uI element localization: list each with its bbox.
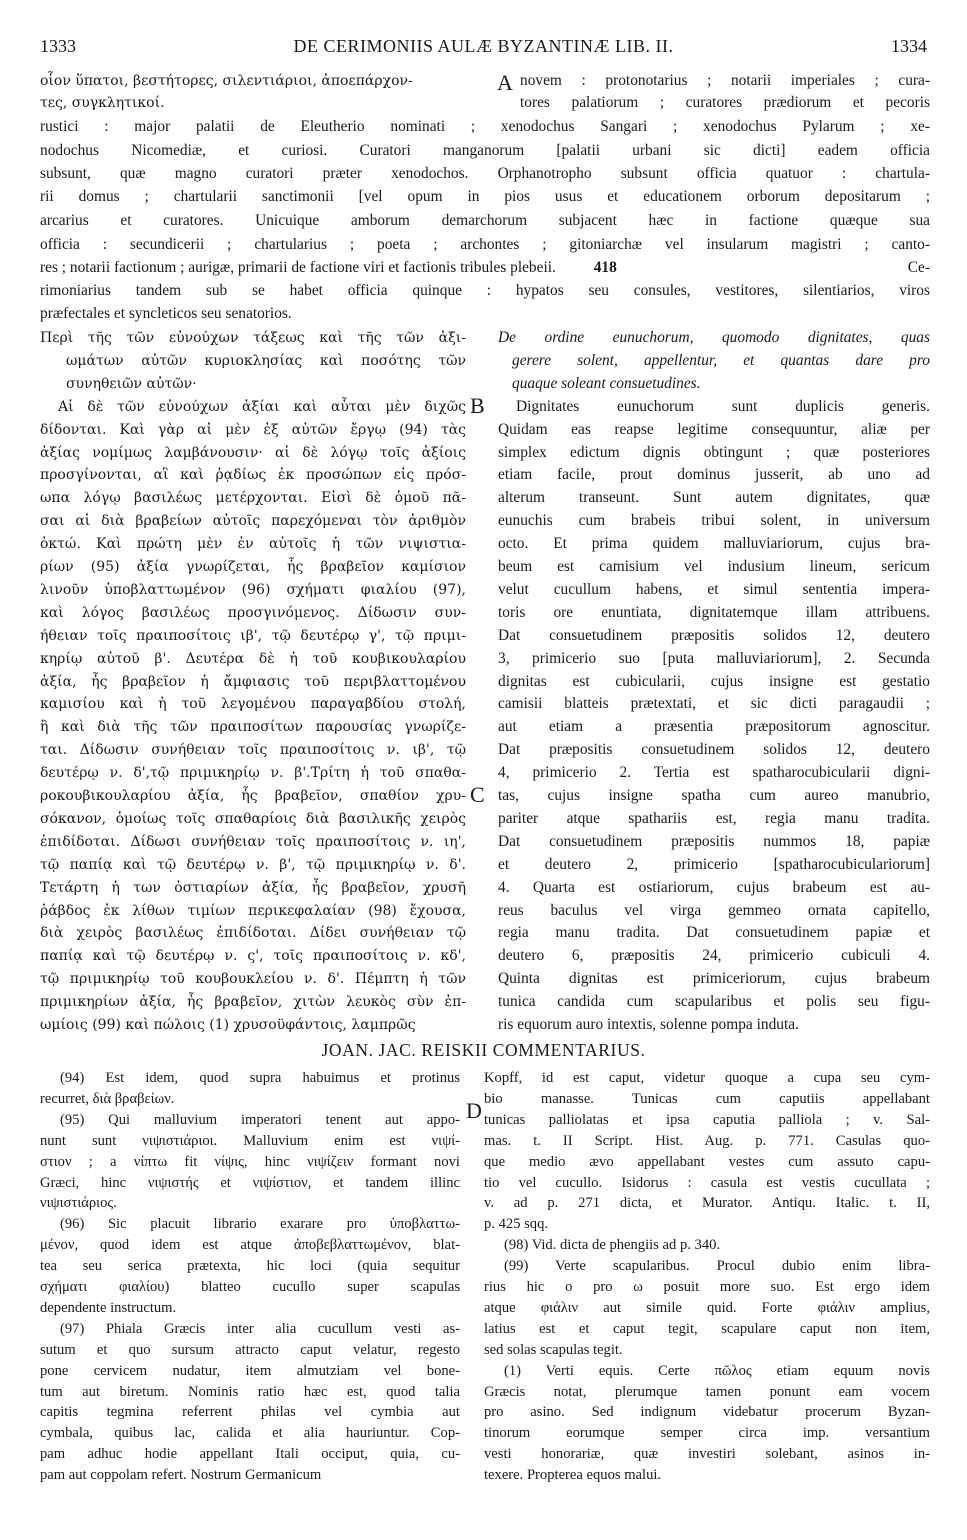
commentary-line: (98) Vid. dicta de phengiis ad p. 340. xyxy=(504,1237,721,1254)
latin-text-line: et deutero 2, primicerio [spatharocubiculariorum] xyxy=(498,855,930,873)
greek-text-line: ρίων (95) ἀξία γνωρίζεται, ἧς βραβεῖον καμίσιον xyxy=(40,559,466,575)
greek-text-line: δίδονται. Καὶ γὰρ αἱ μὲν ἐξ αὐτῶν ἔργῳ (94) τὰς xyxy=(40,421,466,438)
commentary-line: pam aut coppolam refert. Nostrum Germanicum xyxy=(40,1467,322,1484)
latin-text-line: Quinta dignitas est primiceriorum, cujus brabeum xyxy=(498,970,930,988)
commentary-line: vesti honorariæ, quæ investiri solebant, asinos in- xyxy=(484,1446,930,1463)
greek-text-line: καὶ λόγος βασιλέως προσγινόμενος. Δίδωσιν συν- xyxy=(40,604,466,621)
commentary-line: cymbala, quibus lac, calida et alia hauriuntur. Cop- xyxy=(40,1425,460,1442)
greek-text-line: Περὶ τῆς τῶν εὐνούχων τάξεως καὶ τῆς τῶν ἀξι- xyxy=(40,330,466,346)
latin-text-line: gerere solent, appellentur, et quantas dare pro xyxy=(512,351,930,369)
greek-text-line: Τετάρτη ἡ των ὀστιαρίων ἀξία, ἧς βραβεῖον, χρυσῆ xyxy=(40,879,466,896)
latin-text-line: quaque soleant consuetudines. xyxy=(512,374,701,392)
commentary-line: (96) Sic placuit librario exarare pro ὑποβλαττω- xyxy=(60,1216,460,1233)
greek-line: οἷον ὕπατοι, βεστήτορες, σιλεντιάριοι, ἀποεπάρχον- xyxy=(40,73,413,89)
greek-text-line: διὰ χειρὸς βασιλέως ἐπιδίδοται. Δίδει συνήθειαν τῷ xyxy=(40,925,466,942)
latin-text-line: Dat præpositis consuetudinem solidos 12, deutero xyxy=(498,741,930,759)
greek-text-line: ωμάτων αὐτῶν κυριοκλησίας καὶ ποσότης τῶν xyxy=(66,352,466,369)
commentary-line: Kopff, id est caput, videtur quoque a cupa seu cym- xyxy=(484,1070,930,1086)
commentary-line: Græcis notat, plerumque tamen ponunt eam vocem xyxy=(484,1383,930,1400)
text-line: præfectales et syncleticos seu senatorios. xyxy=(40,305,292,322)
page-number-left: 1333 xyxy=(40,36,76,56)
text-line: officia : secundicerii ; chartularius ; poeta ; archontes ; gitoniarchæ vel insularum magistri ; canto- xyxy=(40,236,930,253)
text-line-part: res ; notarii factionum ; aurigæ, primarii de factione viri et factionis tribules plebeii. xyxy=(40,259,556,276)
commentary-line: (99) Verte scapularibus. Procul dubio enim libra- xyxy=(504,1258,930,1275)
latin-text-line: deutero 6, præpositis 24, primicerio cubiculi 4. xyxy=(498,947,930,965)
greek-text-line: δευτέρῳ ν. δ',τῷ πριμικηρίῳ ν. β'.Τρίτη ἡ τοῦ σπαθα- xyxy=(40,765,466,782)
greek-text-line: ροκουβικουλαρίου ἀξία, ἧς βραβεῖον, σπαθίον χρυ- xyxy=(40,788,466,804)
commentary-line: νιψιστιάριος. xyxy=(40,1195,117,1212)
page-number-right: 1334 xyxy=(891,36,927,56)
commentary-line: μένον, quod idem est atque ἀποβεβλαττωμένον, blat- xyxy=(40,1237,460,1254)
greek-text-line: Αἱ δὲ τῶν εὐνούχων ἀξίαι καὶ αὗται μὲν διχῶς xyxy=(58,398,466,415)
commentary-line: capitis tegmina referrent philas vel cymbia aut xyxy=(40,1404,460,1421)
greek-text-line: ῥάβδος ἐκ λίθων τιμίων περικεφαλαίαν (98) ἔχουσα, xyxy=(40,902,466,919)
commentary-line: latius est et caput tegit, scapulare caput non item, xyxy=(484,1320,930,1337)
commentary-line: σχήματι φιαλίου) blatteo cucullo super scapulas xyxy=(40,1279,460,1295)
commentary-line: (1) Verti equis. Certe πῶλος etiam equum novis xyxy=(504,1362,930,1379)
latin-text-line: dignitas est cubicularii, cujus insigne est gestatio xyxy=(498,672,930,690)
latin-text-line: camisii blatteis prætextati, et sic dicti paragaudii ; xyxy=(498,695,930,713)
commentary-line: recurret, διὰ βραβείων. xyxy=(40,1090,175,1107)
commentary-line: (94) Est idem, quod supra habuimus et protinus xyxy=(60,1070,460,1086)
greek-text-line: τῷ παπίᾳ καὶ τῷ δευτέρῳ ν. β', τῷ πριμικηρίῳ ν. δ'. xyxy=(40,856,466,873)
commentary-line: mas. t. II Script. Hist. Aug. p. 771. Casulas quo- xyxy=(484,1132,930,1149)
margin-letter-a: A xyxy=(497,70,513,95)
latin-text-line: tunica candida cum scapularibus et polis seu figu- xyxy=(498,993,930,1011)
greek-text-line: προσγίνονται, αἳ καὶ ῥᾳδίως ἐκ προσώπων εἰς πρόσ- xyxy=(40,467,466,484)
commentary-line: dependente instructum. xyxy=(40,1299,177,1316)
latin-text-line: 4. Quarta est ostiariorum, cujus brabeum est au- xyxy=(498,878,930,896)
margin-letter-d: D xyxy=(466,1098,482,1123)
greek-text-line: ἢ καὶ διὰ τῆς τῶν πραιποσίτων παρουσίας γνωρίζε- xyxy=(40,719,466,736)
greek-text-line: σαι αἱ διὰ βραβείων αὐτοῖς παρεχόμεναι τὸν ἀριθμὸν xyxy=(40,513,466,530)
text-line: rustici : major palatii de Eleutherio nominati ; xenodochus Sangari ; xenodochus Pylarum ; xe- xyxy=(40,118,930,135)
latin-text-line: Dat consuetudinem præpositis nummos 18, papiæ xyxy=(498,832,930,850)
commentary-line: tum aut biretum. Nominis ratio hæc est, quod talia xyxy=(40,1383,460,1400)
greek-text-line: παπίᾳ καὶ τῷ δευτέρῳ ν. ς', τοῖς πραιποσίτοις ν. κδ', xyxy=(40,948,466,965)
latin-text-line: aut etiam a præsentia præpositorum agnoscitur. xyxy=(498,718,930,736)
latin-text-line: tas, cujus insigne spatha cum aureo manubrio, xyxy=(498,787,930,804)
latin-text-line: toris ore enuntiata, dignitatemque illam attribuens. xyxy=(498,603,930,621)
text-line: novem : protonotarius ; notarii imperiales ; cura- xyxy=(520,72,930,89)
latin-text-line: reus baculus vel virga gemmeo ornata capitello, xyxy=(498,901,930,919)
greek-text-line: ωπα λόγῳ βασιλέως μετέρχονται. Εἰσὶ δὲ ὁμοῦ πᾶ- xyxy=(40,490,466,507)
greek-text-line: ήθειαν τοῖς πραιποσίτοις ιβ', τῷ δευτέρῳ γ', τῷ πριμι- xyxy=(40,627,466,644)
greek-text-line: συνηθειῶν αὐτῶν· xyxy=(66,375,197,392)
commentary-line: atque φιάλιν aut simile quid. Forte φιάλιν amplius, xyxy=(484,1299,930,1316)
text-line: arcarius et curatores. Unicuique amborum demarchorum subjacent hæc in factione quæque sua xyxy=(40,212,930,229)
latin-text-line: eunuchis cum brabeis tribui solent, in universum xyxy=(498,512,930,530)
greek-text-line: ἀξία, ἧς βραβεῖον ἡ ἄμφιασις τοῦ περιβλαττομένου xyxy=(40,673,466,690)
latin-text-line: Dat consuetudinem præpositis solidos 12, deutero xyxy=(498,626,930,644)
commentary-line: sed solas scapulas tegit. xyxy=(484,1341,623,1358)
commentary-title: JOAN. JAC. REISKII COMMENTARIUS. xyxy=(321,1040,646,1060)
latin-text-line: etiam facile, prout dominus jusserit, ab uno ad xyxy=(498,466,930,484)
commentary-line: (97) Phiala Græcis inter alia cucullum vesti as- xyxy=(60,1320,460,1337)
commentary-line: pro asino. Sed indignum videbatur procerum Byzan- xyxy=(484,1404,930,1421)
latin-text-line: beum est camisium vel indusium lineum, sericum xyxy=(498,558,930,575)
latin-text-line: pariter atque spathariis est, regia manu tradita. xyxy=(498,809,930,827)
latin-text-line: alterum transeunt. Sunt autem dignitates, quæ xyxy=(498,489,930,507)
margin-letter-c: C xyxy=(470,782,485,807)
greek-text-line: σόκανον, ὁμοίως τοῖς σπαθαρίοις διὰ βασιλικῆς χειρὸς xyxy=(40,810,466,827)
running-title: DE CERIMONIIS AULÆ BYZANTINÆ LIB. II. xyxy=(293,36,674,56)
commentary-line: sutum et quo sursum attracto caput velatur, regesto xyxy=(40,1341,460,1358)
text-line: rii domus ; chartularii sanctimonii [vel opum in pios usus et educationem orborum depositarum ; xyxy=(40,188,930,205)
greek-text-line: τῷ πριμικηρίῳ τοῦ κουβουκλείου ν. δ'. Πέμπτη ἡ τῶν xyxy=(40,971,466,988)
commentary-line: στιον ; a νίπτω fit νίψις, hinc νιψίζειν formant novi xyxy=(40,1153,460,1170)
greek-text-line: ἀξίας νομίμως λαμβάνουσιν· αἱ δὲ λόγῳ τοῖς ἀξίοις xyxy=(40,444,466,461)
commentary-line: rius hic o pro ω posuit more suo. Est ergo idem xyxy=(484,1279,930,1295)
latin-text-line: simplex edictum dignis obtingunt ; quæ posteriores xyxy=(498,443,930,461)
greek-text-line: ὀκτώ. Καὶ πρώτη μὲν ἐν αὐτοῖς ἡ τῶν νιψιστια- xyxy=(40,536,466,553)
commentary-line: tio vel cucullo. Isidorus : casula est vestis cucullata ; xyxy=(484,1174,930,1191)
latin-text-line: octo. Et prima quidem malluviariorum, cujus bra- xyxy=(498,535,930,553)
latin-text-line: Dignitates eunuchorum sunt duplicis generis. xyxy=(516,397,930,415)
greek-text-line: ται. Δίδωσιν συνήθειαν τοῖς πραιποσίτοις ν. ιβ', τῷ xyxy=(40,742,466,759)
commentary-line: pone cervicem nudatur, item almutziam vel bone- xyxy=(40,1362,460,1379)
commentary-line: p. 425 sqq. xyxy=(484,1216,549,1233)
latin-text-line: regia manu tradita. Dat consuetudinem papiæ et xyxy=(498,924,930,942)
commentary-line: texere. Propterea equos malui. xyxy=(484,1467,662,1484)
greek-text-line: ωμίοις (99) καὶ πώλοις (1) χρυσοϋφάντοις, λαμπρῶς xyxy=(40,1017,416,1033)
text-line: nodochus Nicomediæ, et curiosi. Curatori manganorum [palatii urbani sic dicti] eadem officia xyxy=(40,142,930,159)
commentary-line: que medio ævo appellabant vestes cum assuto capu- xyxy=(484,1153,930,1170)
greek-text-line: καμισίου καὶ ἡ τοῦ λεγομένου παραγαβδίου στολή, xyxy=(40,696,466,713)
latin-text-line: ris equorum auro intextis, solenne pompa induta. xyxy=(498,1016,799,1033)
commentary-line: (95) Qui malluvium imperatori tenent aut appo- xyxy=(60,1111,460,1128)
text-line: rimoniarius tandem sub se habet officia quinque : hypatos seu consules, vestitores, silentiarios, viros xyxy=(40,282,930,299)
latin-text-line: De ordine eunuchorum, quomodo dignitates, quas xyxy=(498,329,930,346)
text-line xyxy=(40,257,930,279)
latin-text-line: velut cucullum habens, et simul sententia impera- xyxy=(498,580,930,598)
greek-text-line: λινοῦν ὑποβλαττωμένον (96) σχήματι φιαλίου (97), xyxy=(40,581,466,598)
commentary-line: Græci, hinc νιψιστής et νιψίστιον, et tandem illinc xyxy=(40,1174,460,1191)
latin-text-line: 3, primicerio suo [puta malluviariorum], 2. Secunda xyxy=(498,649,930,667)
text-line: subsunt, quæ magno curatori præter xenodochos. Orphanotropho subsunt officia quatuor : chartula- xyxy=(40,165,930,182)
commentary-line: tinorum eorumque semper circa imp. versantium xyxy=(484,1425,930,1442)
commentary-line: v. ad p. 271 dicta, et Murator. Antiqu. Italic. t. II, xyxy=(484,1195,930,1212)
margin-letter-b: B xyxy=(470,393,485,418)
commentary-line: bio manasse. Tunicas cum caputiis appellabant xyxy=(484,1090,930,1107)
text-line: tores palatiorum ; curatores prædiorum et pecoris xyxy=(520,94,930,111)
latin-text-line: Quidam eas reapse legitime consequuntur, aliæ per xyxy=(498,420,930,438)
running-header xyxy=(40,36,927,62)
greek-text-line: ἐπιδίδοται. Δίδωσι συνήθειαν τοῖς πραιποσίτοις ν. ιη', xyxy=(40,833,466,850)
commentary-line: tea seu serica prætexta, hic loci (quia sequitur xyxy=(40,1258,460,1275)
greek-line: τες, συγκλητικοί. xyxy=(40,95,165,111)
commentary-line: nunt sunt νιψιστιάριοι. Malluvium enim est νιψί- xyxy=(40,1132,460,1149)
column-number: 418 xyxy=(593,259,617,276)
latin-text-line: 4, primicerio 2. Tertia est spatharocubicularii digni- xyxy=(498,764,930,782)
commentary-line: tunicas palliolatas et ipsa caputia palliola ; v. Sal- xyxy=(484,1111,930,1128)
greek-text-line: πριμικηρίων ἀξία, ἧς βραβεῖον, χιτὼν λευκὸς σὺν ἐπ- xyxy=(40,994,466,1011)
commentary-line: pam adhuc hodie appellant Itali occiput, quia, cu- xyxy=(40,1446,460,1463)
greek-text-line: κηρίῳ αὐτοῦ β'. Δευτέρα δὲ ἡ τοῦ κουβικουλαρίου xyxy=(40,650,466,667)
text-line-part: Ce- xyxy=(907,259,930,276)
